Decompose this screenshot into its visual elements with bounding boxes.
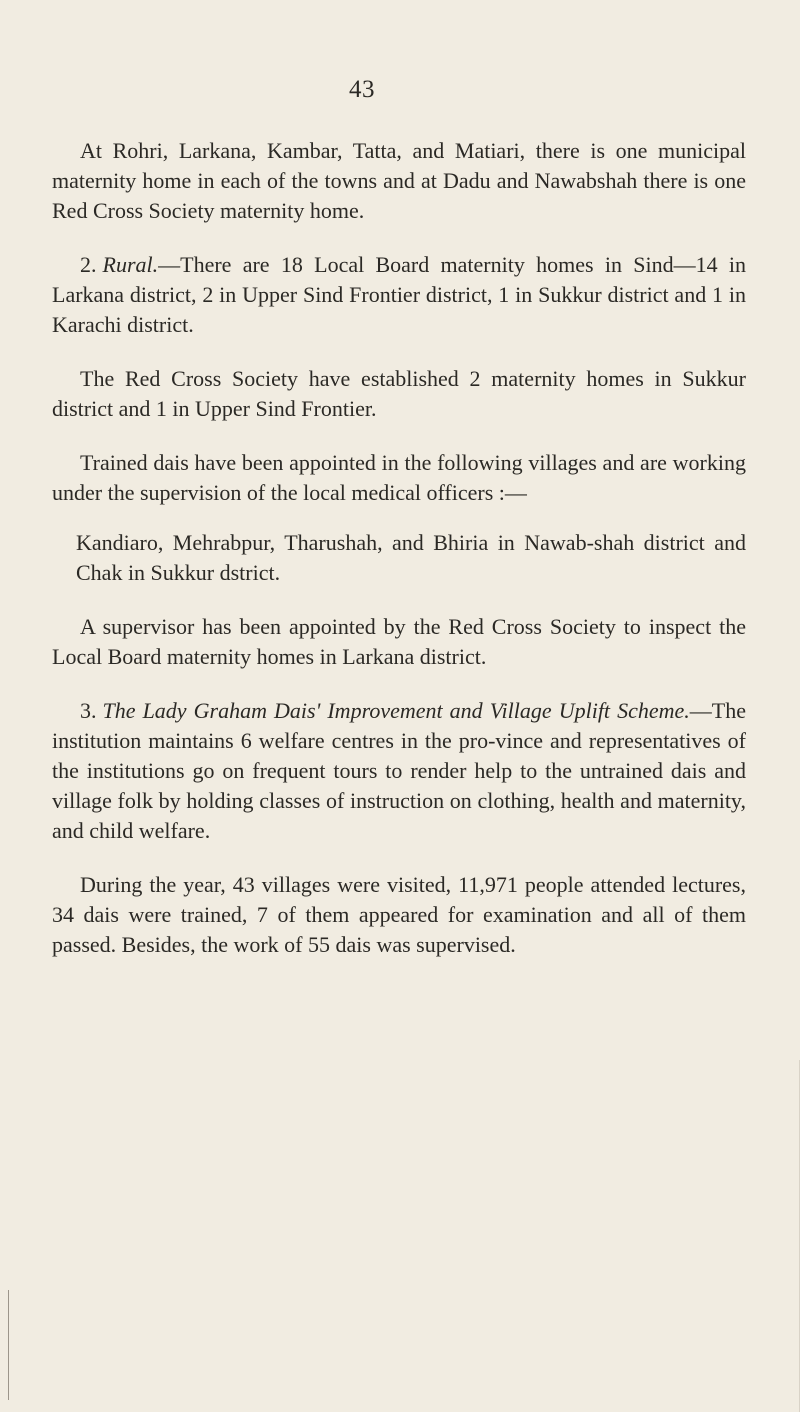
- paragraph-text: A supervisor has been appointed by the Red Cross Society to inspect the Local Board maternity homes in Larkana district.: [52, 614, 746, 669]
- section-heading: The Lady Graham Dais' Improvement and Village Uplift Scheme.: [102, 698, 690, 723]
- paragraph-municipal-homes: [52, 136, 746, 226]
- binding-edge-line: [8, 1290, 9, 1400]
- paragraph-rural: [52, 250, 746, 340]
- section-heading: Rural.: [102, 252, 159, 277]
- page-number: 43: [349, 76, 375, 103]
- section-number: 3.: [80, 698, 97, 723]
- paragraph-trained-dais: [52, 448, 746, 508]
- paragraph-text: At Rohri, Larkana, Kambar, Tatta, and Matiari, there is one municipal maternity home in each of the towns and at Dadu and Nawabshah there is one Red Cross Society maternity home.: [52, 138, 746, 223]
- paragraph-year-statistics: [52, 870, 746, 960]
- section-number: 2.: [80, 252, 97, 277]
- paragraph-lady-graham-scheme: [52, 696, 746, 846]
- paragraph-supervisor: [52, 612, 746, 672]
- paragraph-text: —There are 18 Local Board maternity homes in Sind—14 in Larkana district, 2 in Upper Sind Frontier district, 1 in Sukkur district and 1 in Karachi district.: [52, 252, 746, 337]
- paragraph-text: —The institution maintains 6 welfare centres in the pro-vince and representatives of the institutions go on frequent tours to render help to the untrained dais and village folk by holding classes of instruction on clothing, health and maternity, and child welfare.: [52, 698, 746, 843]
- paragraph-red-cross: [52, 364, 746, 424]
- paragraph-text: During the year, 43 villages were visited, 11,971 people attended lectures, 34 dais were trained, 7 of them appeared for examination and all of them passed. Besides, the work of 55 dais was supervised.: [52, 872, 746, 957]
- body-text: [52, 136, 746, 984]
- paragraph-text: Trained dais have been appointed in the following villages and are working under the supervision of the local medical officers :—: [52, 450, 746, 505]
- paragraph-village-list: [52, 528, 746, 588]
- paragraph-text: Kandiaro, Mehrabpur, Tharushah, and Bhiria in Nawab-shah district and Chak in Sukkur dstrict.: [76, 530, 746, 585]
- paragraph-text: The Red Cross Society have established 2 maternity homes in Sukkur district and 1 in Upper Sind Frontier.: [52, 366, 746, 421]
